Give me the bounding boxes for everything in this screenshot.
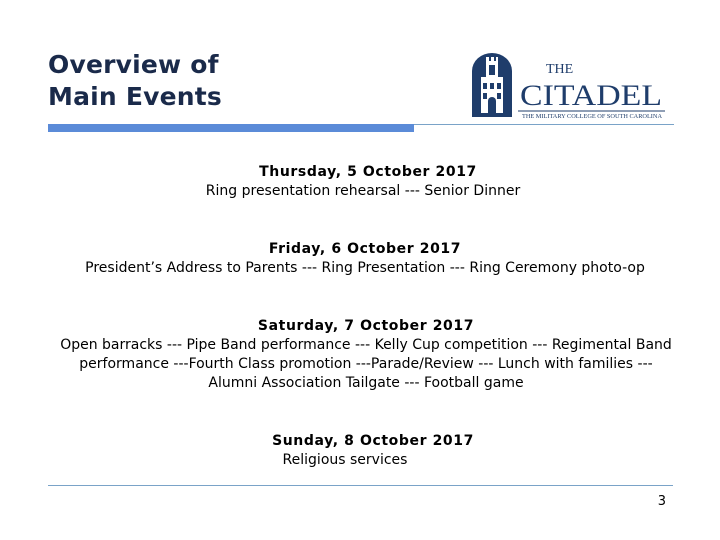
event-date: Friday, 6 October 2017	[268, 241, 462, 257]
castle-icon	[472, 53, 512, 117]
title-line-1: Overview of	[48, 50, 219, 79]
event-saturday	[20, 317, 712, 393]
event-date: Saturday, 7 October 2017	[257, 318, 475, 334]
event-description: Religious services	[282, 452, 408, 468]
event-sunday	[250, 432, 490, 470]
event-description-line: Open barracks --- Pipe Band performance --- Kelly Cup competition --- Regimental Band	[60, 337, 672, 353]
logo-tagline: THE MILITARY COLLEGE OF SOUTH CAROLINA	[522, 114, 663, 119]
citadel-logo	[470, 49, 665, 119]
footer-divider	[48, 485, 673, 486]
logo-the: THE	[546, 62, 574, 77]
title-accent-bar	[48, 124, 414, 132]
page-number: 3	[657, 494, 666, 509]
event-friday	[40, 240, 690, 278]
title-line-2: Main Events	[48, 82, 222, 111]
event-date: Thursday, 5 October 2017	[259, 164, 477, 180]
logo-name: CITADEL	[520, 79, 662, 112]
event-thursday	[180, 163, 546, 201]
event-description-line: performance ---Fourth Class promotion ---Parade/Review --- Lunch with families ---	[79, 356, 653, 372]
title-accent-line	[414, 124, 674, 125]
event-description: President’s Address to Parents --- Ring Presentation --- Ring Ceremony photo-op	[85, 260, 645, 276]
event-description-line: Alumni Association Tailgate --- Football game	[208, 375, 524, 391]
slide-title	[48, 49, 222, 113]
event-description: Ring presentation rehearsal --- Senior Dinner	[205, 183, 521, 199]
event-date: Sunday, 8 October 2017	[272, 433, 474, 449]
